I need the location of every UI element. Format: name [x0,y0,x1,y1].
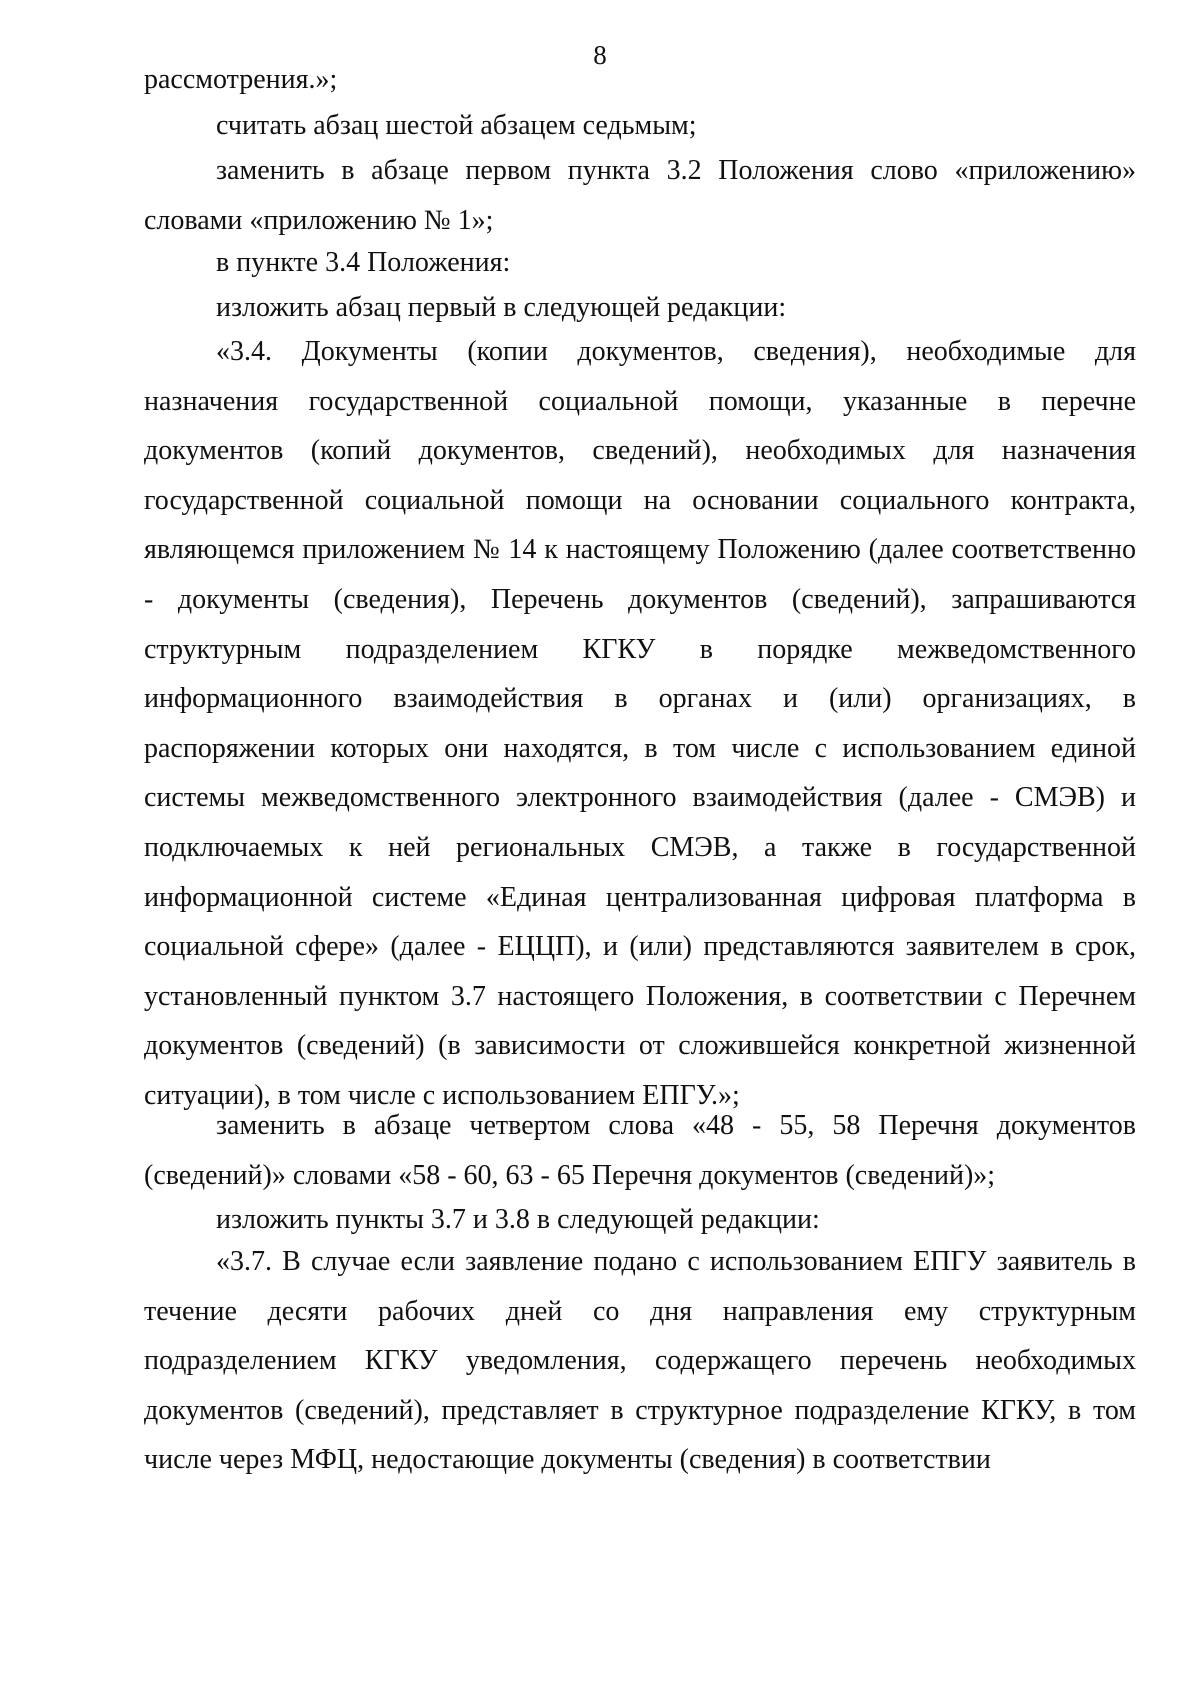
paragraph: рассмотрения.»; [144,64,338,95]
paragraph: заменить в абзаце первом пункта 3.2 Положения слово «приложению» словами «приложению № 1»; [144,155,1136,236]
paragraph: «3.4. Документы (копии документов, сведения), необходимые для назначения государственной социальной помощи, указанные в перечне документов (копий документов, сведений), необходимых для назначения государственной социальной помощи на основании социального контракта, являющемся приложением № 14 к настоящему Положению (далее соответственно - документы (сведения), Перечень документов (сведений), запрашиваются структурным подразделением КГКУ в порядке межведомственного информационного взаимодействия в органах и (или) организациях, в распоряжении которых они находятся, в том числе с использованием единой системы межведомственного электронного взаимодействия (далее - СМЭВ) и подключаемых к ней региональных СМЭВ, а также в государственной информационной системе «Единая централизованная цифровая платформа в социальной сфере» (далее - ЕЦЦП), и (или) представляются заявителем в срок, установленный пунктом 3.7 настоящего Положения, в соответствии с Перечнем документов (сведений) (в зависимости от сложившейся конкретной жизненной ситуации), в том числе с использованием ЕПГУ.»; [144,336,1136,1111]
paragraph: «3.7. В случае если заявление подано с использованием ЕПГУ заявитель в течение десяти рабочих дней со дня направления ему структурным подразделением КГКУ уведомления, содержащего перечень необходимых документов (сведений), представляет в структурное подразделение КГКУ, в том числе через МФЦ, недостающие документы (сведения) в соответствии [144,1246,1136,1476]
paragraph: изложить пункты 3.7 и 3.8 в следующей редакции: [216,1204,820,1235]
paragraph: изложить абзац первый в следующей редакции: [216,292,787,323]
page-number: 8 [593,40,607,70]
paragraph: заменить в абзаце четвертом слова «48 - 55, 58 Перечня документов (сведений)» словами «58 - 60, 63 - 65 Перечня документов (сведений)»; [144,1110,1136,1191]
paragraph: считать абзац шестой абзацем седьмым; [216,110,697,141]
paragraph: в пункте 3.4 Положения: [216,247,511,278]
